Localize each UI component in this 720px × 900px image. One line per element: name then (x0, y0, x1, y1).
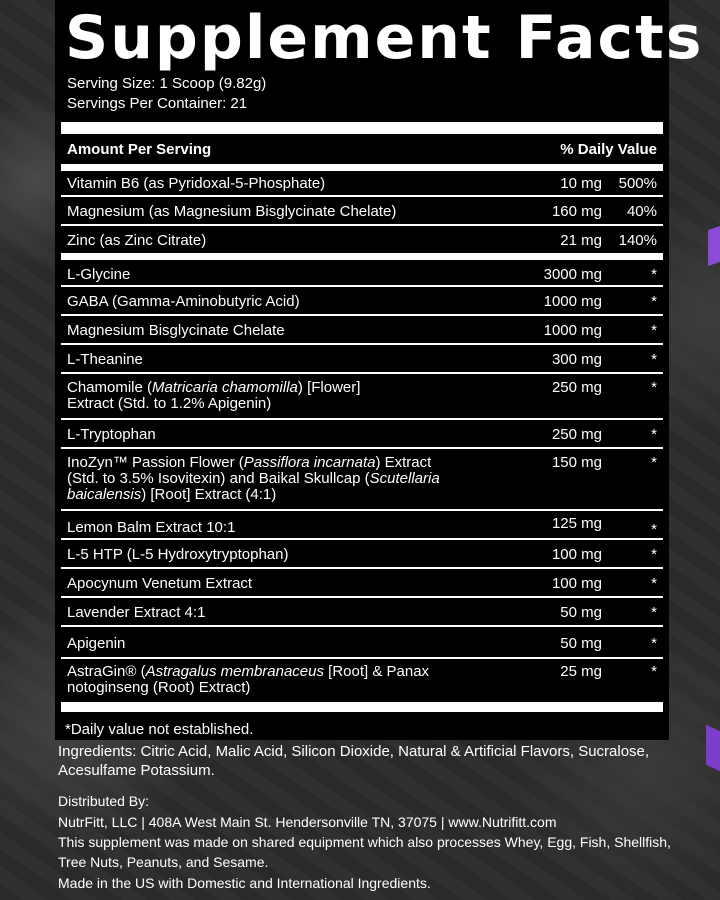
purple-accent-shape (706, 725, 720, 772)
serving-size: Serving Size: 1 Scoop (9.82g) (67, 75, 267, 92)
distributor-info (58, 790, 678, 894)
table-row: Chamomile (Matricaria chamomilla) [Flower] Extract (Std. to 1.2% Apigenin) 250 mg * (67, 379, 657, 412)
table-row: InoZyn™ Passion Flower (Passiflora incarnata) Extract (Std. to 3.5% Isovitexin) and Baikal Skullcap (Scutellaria baicalensis) [Root] Extract (4:1) 150 mg * (67, 454, 657, 503)
footnote: *Daily value not established. (65, 721, 254, 738)
divider-thick (61, 122, 663, 134)
divider-thick (61, 702, 663, 712)
supplement-facts-panel (55, 0, 704, 740)
table-row: Zinc (as Zinc Citrate) 21 mg 140% (67, 232, 657, 249)
daily-value-header: % Daily Value (560, 141, 657, 158)
table-row: Vitamin B6 (as Pyridoxal-5-Phosphate) 10 mg 500% (67, 175, 657, 192)
allergen-statement: This supplement was made on shared equipment which also processes Whey, Egg, Fish, Shellfish, Tree Nuts, Peanuts, and Sesame. (58, 834, 671, 870)
made-in-statement: Made in the US with Domestic and International Ingredients. (58, 875, 431, 891)
table-row: L-Glycine 3000 mg * (67, 266, 657, 283)
table-row: Magnesium (as Magnesium Bisglycinate Chelate) 160 mg 40% (67, 203, 657, 220)
table-row: Apigenin 50 mg * (67, 635, 657, 652)
servings-per-container: Servings Per Container: 21 (67, 95, 248, 112)
table-row: L-Tryptophan 250 mg * (67, 426, 657, 443)
company-info: NutrFitt, LLC | 408A West Main St. Hendersonville TN, 37075 | www.Nutrifitt.com (58, 814, 557, 830)
table-row: L-5 HTP (L-5 Hydroxytryptophan) 100 mg * (67, 546, 657, 563)
table-row: Lemon Balm Extract 10:1 125 mg * (67, 515, 657, 538)
table-row: Apocynum Venetum Extract 100 mg * (67, 575, 657, 592)
divider-medium (61, 253, 663, 260)
panel-title: Supplement Facts (65, 3, 704, 73)
table-row: L-Theanine 300 mg * (67, 351, 657, 368)
header-row (61, 134, 663, 164)
table-row: GABA (Gamma-Aminobutyric Acid) 1000 mg * (67, 293, 657, 310)
ingredients: Ingredients: Citric Acid, Malic Acid, Silicon Dioxide, Natural & Artificial Flavors, Sucralose, Acesulfame Potassium. (58, 743, 650, 779)
table-row: Lavender Extract 4:1 50 mg * (67, 604, 657, 621)
distributed-by-label: Distributed By: (58, 793, 150, 809)
table-row: Magnesium Bisglycinate Chelate 1000 mg * (67, 322, 657, 339)
divider-medium (61, 164, 663, 171)
table-row: AstraGin® (Astragalus membranaceus [Root] & Panax notoginseng (Root) Extract) 25 mg * (67, 663, 657, 696)
purple-accent-shape (708, 226, 720, 266)
amount-per-serving-header: Amount Per Serving (67, 141, 212, 158)
